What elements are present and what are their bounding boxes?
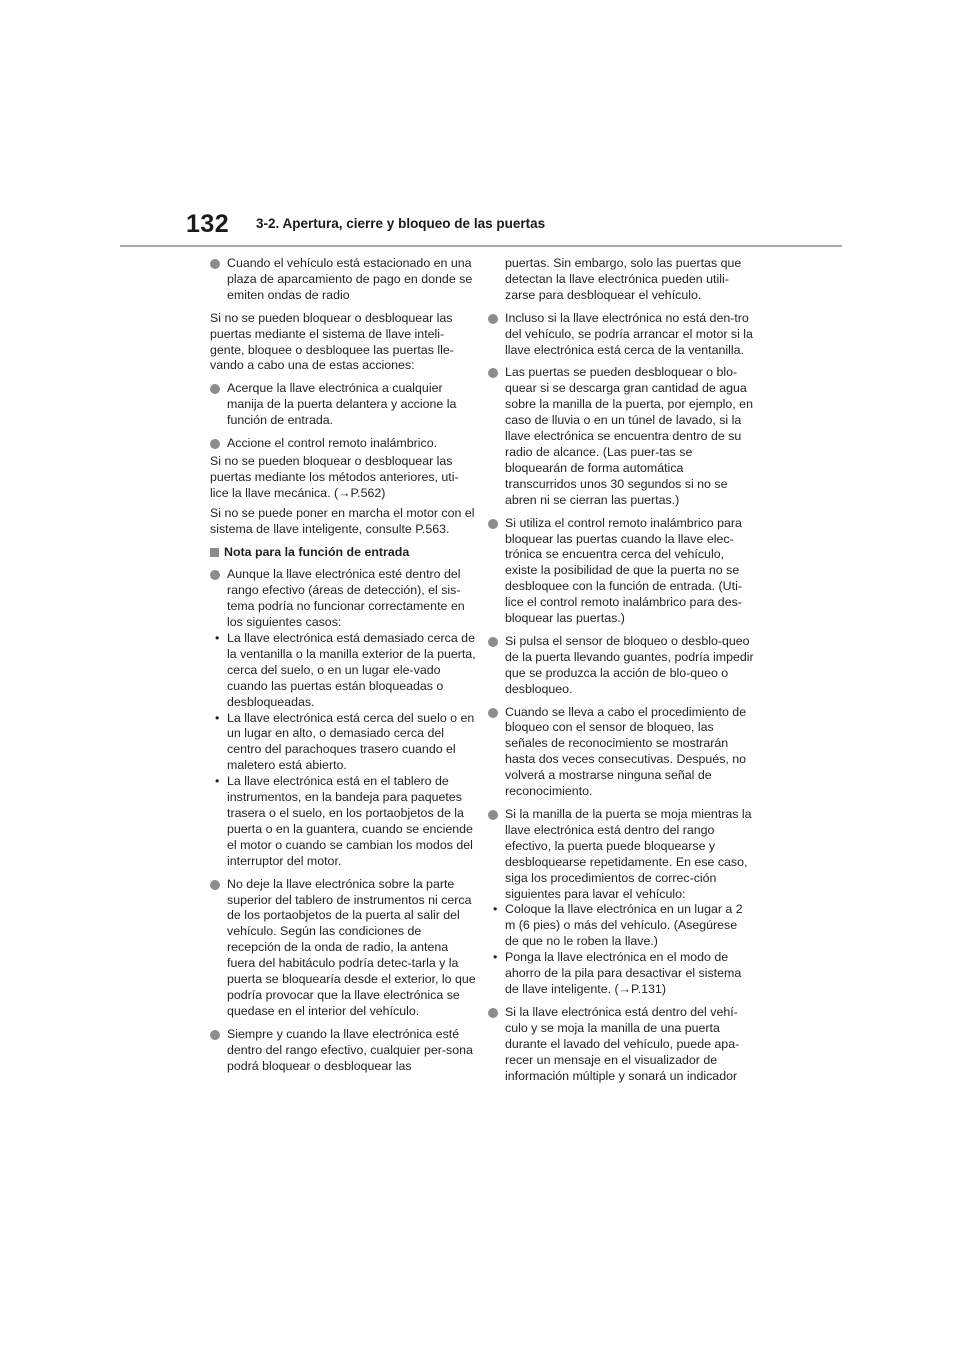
sub-list-item bbox=[215, 774, 476, 869]
sub-list-item bbox=[215, 711, 476, 775]
list-item-text: No deje la llave electrónica sobre la parte superior del tablero de instrumentos ni cerca de los portaobjetos de la puerta al salir del vehículo. Según las condiciones de recepción de la onda de radio, la antena fuera del habitáculo podría detec-tarla y la puerta se bloquearía desde el exterior, lo que podría provocar que la llave electrónica se quedase en el interior del vehículo. bbox=[227, 876, 476, 1018]
paragraph: Si no se puede poner en marcha el motor con el sistema de llave inteligente, consulte P.563. bbox=[210, 505, 475, 536]
sub-list-item-text: La llave electrónica está en el tablero de instrumentos, en la bandeja para paquetes trasera o el suelo, en los portaobjetos de la puerta o en la guantera, cuando se enciende el motor o cuando se cambian los modos del interruptor del motor. bbox=[227, 774, 473, 868]
left-column bbox=[210, 256, 476, 1082]
list-item-text: Las puertas se pueden desbloquear o blo-quear si se descarga gran cantidad de agua sobre la manilla de la puerta, por ejemplo, en caso de lluvia o en un túnel de lavado, si la llave electrónica se encuentra dentro de su radio de alcance. (Las puer-tas se bloquearán de forma automática transcurridos unos 30 segundos si no se abren ni se cierran las puertas.) bbox=[505, 365, 753, 507]
bullet-icon bbox=[488, 314, 498, 324]
sub-list-item bbox=[215, 631, 476, 711]
page-number: 132 bbox=[186, 210, 230, 238]
list-item bbox=[210, 256, 476, 304]
sub-bullet-icon: • bbox=[493, 950, 498, 965]
bullet-icon bbox=[488, 519, 498, 529]
sub-list-item-text: La llave electrónica está cerca del suelo o en un lugar en alto, o demasiado cerca del centro del parachoques trasero cuando el maletero está abierto. bbox=[227, 710, 475, 773]
list-item bbox=[210, 567, 476, 869]
right-column bbox=[488, 256, 754, 1091]
list-item-text: Acerque la llave electrónica a cualquier manija de la puerta delantera y accione la función de entrada. bbox=[227, 381, 457, 428]
list-item bbox=[488, 516, 754, 627]
bullet-icon bbox=[488, 637, 498, 647]
sub-list-item-text: Coloque la llave electrónica en un lugar a 2 m (6 pies) o más del vehículo. (Asegúrese de que no le roben la llave.) bbox=[505, 902, 743, 949]
list-item bbox=[488, 807, 754, 998]
sub-list-item bbox=[493, 902, 754, 950]
sub-bullet-icon: • bbox=[215, 631, 220, 646]
paragraph: Si no se pueden bloquear o desbloquear las puertas mediante el sistema de llave inteli-gente, bloquee o desbloquee las puertas lle-vando a cabo una de estas acciones: bbox=[210, 310, 454, 373]
bullet-icon bbox=[210, 439, 220, 449]
list-item-text: Cuando se lleva a cabo el procedimiento de bloqueo con el sensor de bloqueo, las señales de reconocimiento se mostrarán hasta dos veces consecutivas. Después, no volverá a mostrarse ninguna señal de reconocimiento. bbox=[505, 704, 747, 799]
list-item bbox=[488, 365, 754, 508]
list-item-text: Accione el control remoto inalámbrico. bbox=[227, 436, 438, 451]
square-bullet-icon bbox=[210, 548, 219, 557]
sub-list-item bbox=[493, 950, 754, 998]
bullet-icon bbox=[488, 368, 498, 378]
list-item-text: Aunque la llave electrónica esté dentro del rango efectivo (áreas de detección), el sis-tema podría no funcionar correctamente en los siguientes casos: bbox=[227, 567, 465, 630]
bullet-icon bbox=[210, 1030, 220, 1040]
list-item-text: Si la llave electrónica está dentro del vehí-culo y se moja la manilla de una puerta durante el lavado del vehículo, puede apa-recer un mensaje en el visualizador de información múltiple y sonará un indicador bbox=[505, 1004, 740, 1083]
list-item bbox=[488, 705, 754, 800]
list-item-text: Siempre y cuando la llave electrónica esté dentro del rango efectivo, cualquier per-sona podrá bloquear o desbloquear las bbox=[227, 1026, 473, 1073]
paragraph: Si no se pueden bloquear o desbloquear las puertas mediante los métodos anteriores, uti-lice la llave mecánica. (→P.562) bbox=[210, 453, 459, 500]
bullet-icon bbox=[210, 570, 220, 580]
sub-list-item-text: La llave electrónica está demasiado cerca de la ventanilla o la manilla exterior de la puerta, cerca del suelo, o en un lugar ele-vado cuando las puertas están bloqueadas o desbloqueadas. bbox=[227, 631, 476, 709]
sub-list-item-text: Ponga la llave electrónica en el modo de ahorro de la pila para desactivar el sistema de llave inteligente. (→P.131) bbox=[505, 950, 742, 996]
list-item bbox=[210, 877, 476, 1020]
list-item bbox=[210, 381, 476, 429]
list-item bbox=[488, 1005, 754, 1085]
bullet-icon bbox=[210, 880, 220, 890]
section-title: 3-2. Apertura, cierre y bloqueo de las puertas bbox=[256, 216, 546, 231]
paragraph-continuation: puertas. Sin embargo, solo las puertas que detectan la llave electrónica pueden utili-zarse para desbloquear el vehículo. bbox=[505, 256, 742, 302]
list-item bbox=[488, 311, 754, 359]
subsection-heading-text: Nota para la función de entrada bbox=[224, 544, 410, 559]
sub-list bbox=[215, 631, 476, 870]
sub-list bbox=[493, 902, 754, 997]
list-item-text: Cuando el vehículo está estacionado en una plaza de aparcamiento de pago en donde se emiten ondas de radio bbox=[227, 256, 473, 302]
header-divider bbox=[120, 245, 842, 247]
list-item-text: Incluso si la llave electrónica no está den-tro del vehículo, se podría arrancar el motor si la llave electrónica está cerca de la ventanilla. bbox=[505, 310, 753, 357]
bullet-icon bbox=[488, 708, 498, 718]
list-item bbox=[210, 436, 476, 452]
list-item-text: Si utiliza el control remoto inalámbrico para bloquear las puertas cuando la llave elec-trónica se encuentra cerca del vehículo, existe la posibilidad de que la puerta no se desbloquee con la función de entrada. (Uti-lice el control remoto inalámbrico para des-bloquear las puertas.) bbox=[505, 515, 742, 626]
sub-bullet-icon: • bbox=[493, 902, 498, 917]
list-item-text: Si pulsa el sensor de bloqueo o desblo-queo de la puerta llevando guantes, podría impedir que se produzca la acción de blo-queo o desbloqueo. bbox=[505, 633, 754, 696]
subsection-heading bbox=[210, 545, 476, 561]
bullet-icon bbox=[210, 259, 220, 269]
sub-bullet-icon: • bbox=[215, 710, 220, 725]
list-item bbox=[488, 634, 754, 698]
bullet-icon bbox=[210, 384, 220, 394]
bullet-icon bbox=[488, 810, 498, 820]
sub-bullet-icon: • bbox=[215, 774, 220, 789]
bullet-icon bbox=[488, 1008, 498, 1018]
list-item-text: Si la manilla de la puerta se moja mientras la llave electrónica está dentro del rango efectivo, la puerta puede bloquearse y desbloquearse repetidamente. En ese caso, siga los procedimientos de correc-ción siguientes para lavar el vehículo: bbox=[505, 807, 752, 901]
list-item bbox=[210, 1027, 476, 1075]
